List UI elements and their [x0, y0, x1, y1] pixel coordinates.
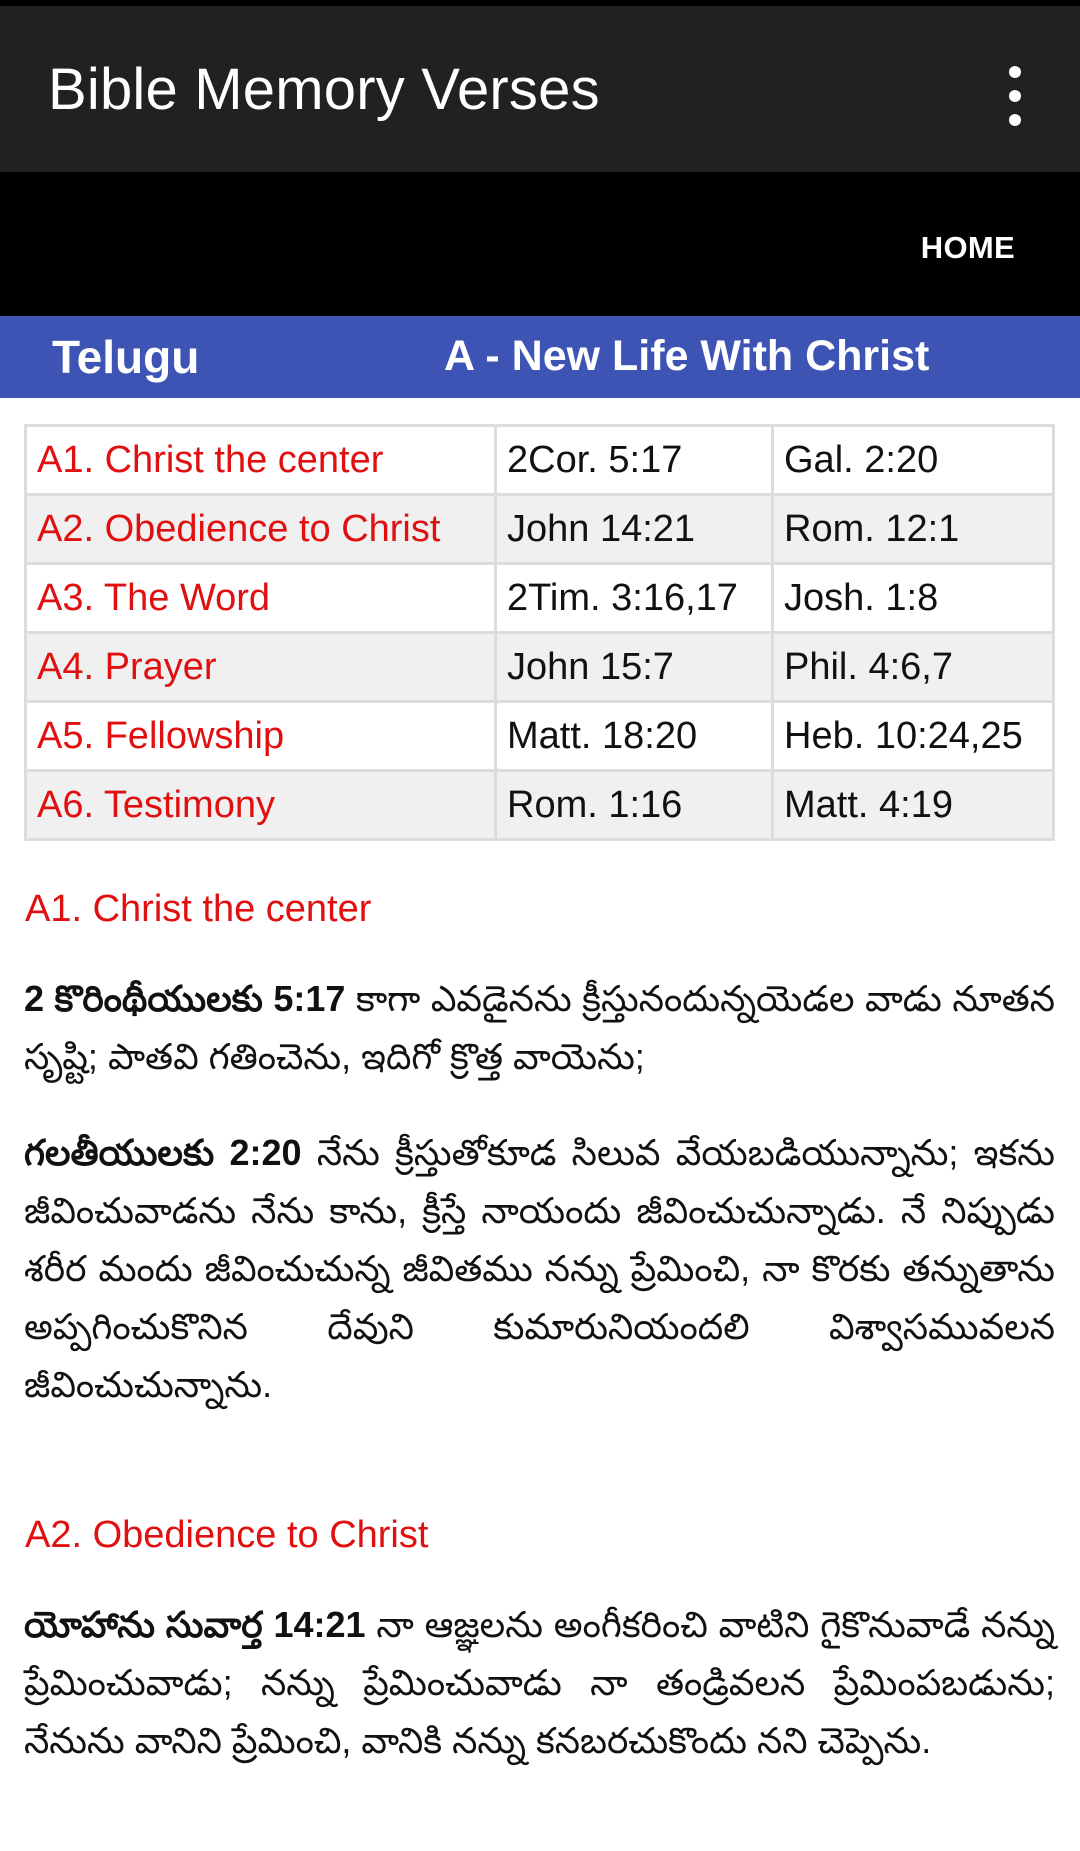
verse-ref: John 14:21: [496, 495, 773, 564]
nav-bar: [0, 172, 1080, 316]
verse-ref: Matt. 18:20: [496, 702, 773, 771]
verse-passage: [24, 1596, 1055, 1770]
verse-passage: [24, 1124, 1055, 1414]
verse-index-table: [24, 424, 1055, 841]
verse-passage: [24, 970, 1055, 1086]
topic-link[interactable]: A3. The Word: [26, 564, 496, 633]
verse-ref: 2Tim. 3:16,17: [496, 564, 773, 633]
topic-link[interactable]: A4. Prayer: [26, 633, 496, 702]
verse-ref: Rom. 1:16: [496, 771, 773, 840]
verse-reference: గలతీయులకు 2:20: [24, 1132, 302, 1173]
verse-ref: John 15:7: [496, 633, 773, 702]
topic-link[interactable]: A6. Testimony: [26, 771, 496, 840]
language-label: Telugu: [52, 331, 200, 383]
series-title: A - New Life With Christ: [444, 332, 930, 380]
table-row: [26, 702, 1054, 771]
series-banner: [0, 316, 1080, 398]
verse-ref: Phil. 4:6,7: [773, 633, 1054, 702]
verse-text: కాగా ఎవడైనను క్రీస్తునందున్నయెడల వాడు నూతన సృష్టి; పాతవి గతించెను, ఇదిగో క్రొత్త వాయెను;: [24, 978, 1055, 1077]
verse-ref: Matt. 4:19: [773, 771, 1054, 840]
table-row: [26, 564, 1054, 633]
home-link[interactable]: HOME: [920, 230, 1015, 265]
verse-text: నా ఆజ్ఞలను అంగీకరించి వాటిని గైకొనువాడే నన్ను ప్రేమించువాడు; నన్ను ప్రేమించువాడు నా తండ్రివలన ప్రేమింపబడును; నేనును వానిని ప్రేమించి, వానికి నన్ను కనబరచుకొందు నని చెప్పెను.: [24, 1604, 1055, 1761]
section-heading[interactable]: A2. Obedience to Christ: [25, 1514, 429, 1556]
app-title: Bible Memory Verses: [48, 57, 600, 122]
verse-ref: Heb. 10:24,25: [773, 702, 1054, 771]
verse-ref: Gal. 2:20: [773, 426, 1054, 495]
verse-ref: 2Cor. 5:17: [496, 426, 773, 495]
verse-text: నేను క్రీస్తుతోకూడ సిలువ వేయబడియున్నాను; ఇకను జీవించువాడను నేను కాను, క్రీస్తే నాయందు జీవించుచున్నాడు. నే నిప్పుడు శరీర మందు జీవించుచున్న జీవితము నన్ను ప్రేమించి, నా కొరకు తన్నుతాను అప్పగించుకొనిన దేవుని కుమారునియందలి విశ్వాసమువలన జీవించుచున్నాను.: [24, 1132, 1055, 1405]
table-row: [26, 495, 1054, 564]
table-row: [26, 771, 1054, 840]
topic-link[interactable]: A5. Fellowship: [26, 702, 496, 771]
section-heading[interactable]: A1. Christ the center: [25, 888, 372, 930]
verse-ref: Josh. 1:8: [773, 564, 1054, 633]
verse-reference: 2 కొరింథీయులకు 5:17: [24, 978, 346, 1019]
more-options-icon[interactable]: [990, 66, 1038, 126]
topic-link[interactable]: A1. Christ the center: [26, 426, 496, 495]
verse-ref: Rom. 12:1: [773, 495, 1054, 564]
verse-reference: యోహాను సువార్త 14:21: [24, 1604, 366, 1645]
topic-link[interactable]: A2. Obedience to Christ: [26, 495, 496, 564]
table-row: [26, 426, 1054, 495]
app-bar: [0, 6, 1080, 172]
table-row: [26, 633, 1054, 702]
